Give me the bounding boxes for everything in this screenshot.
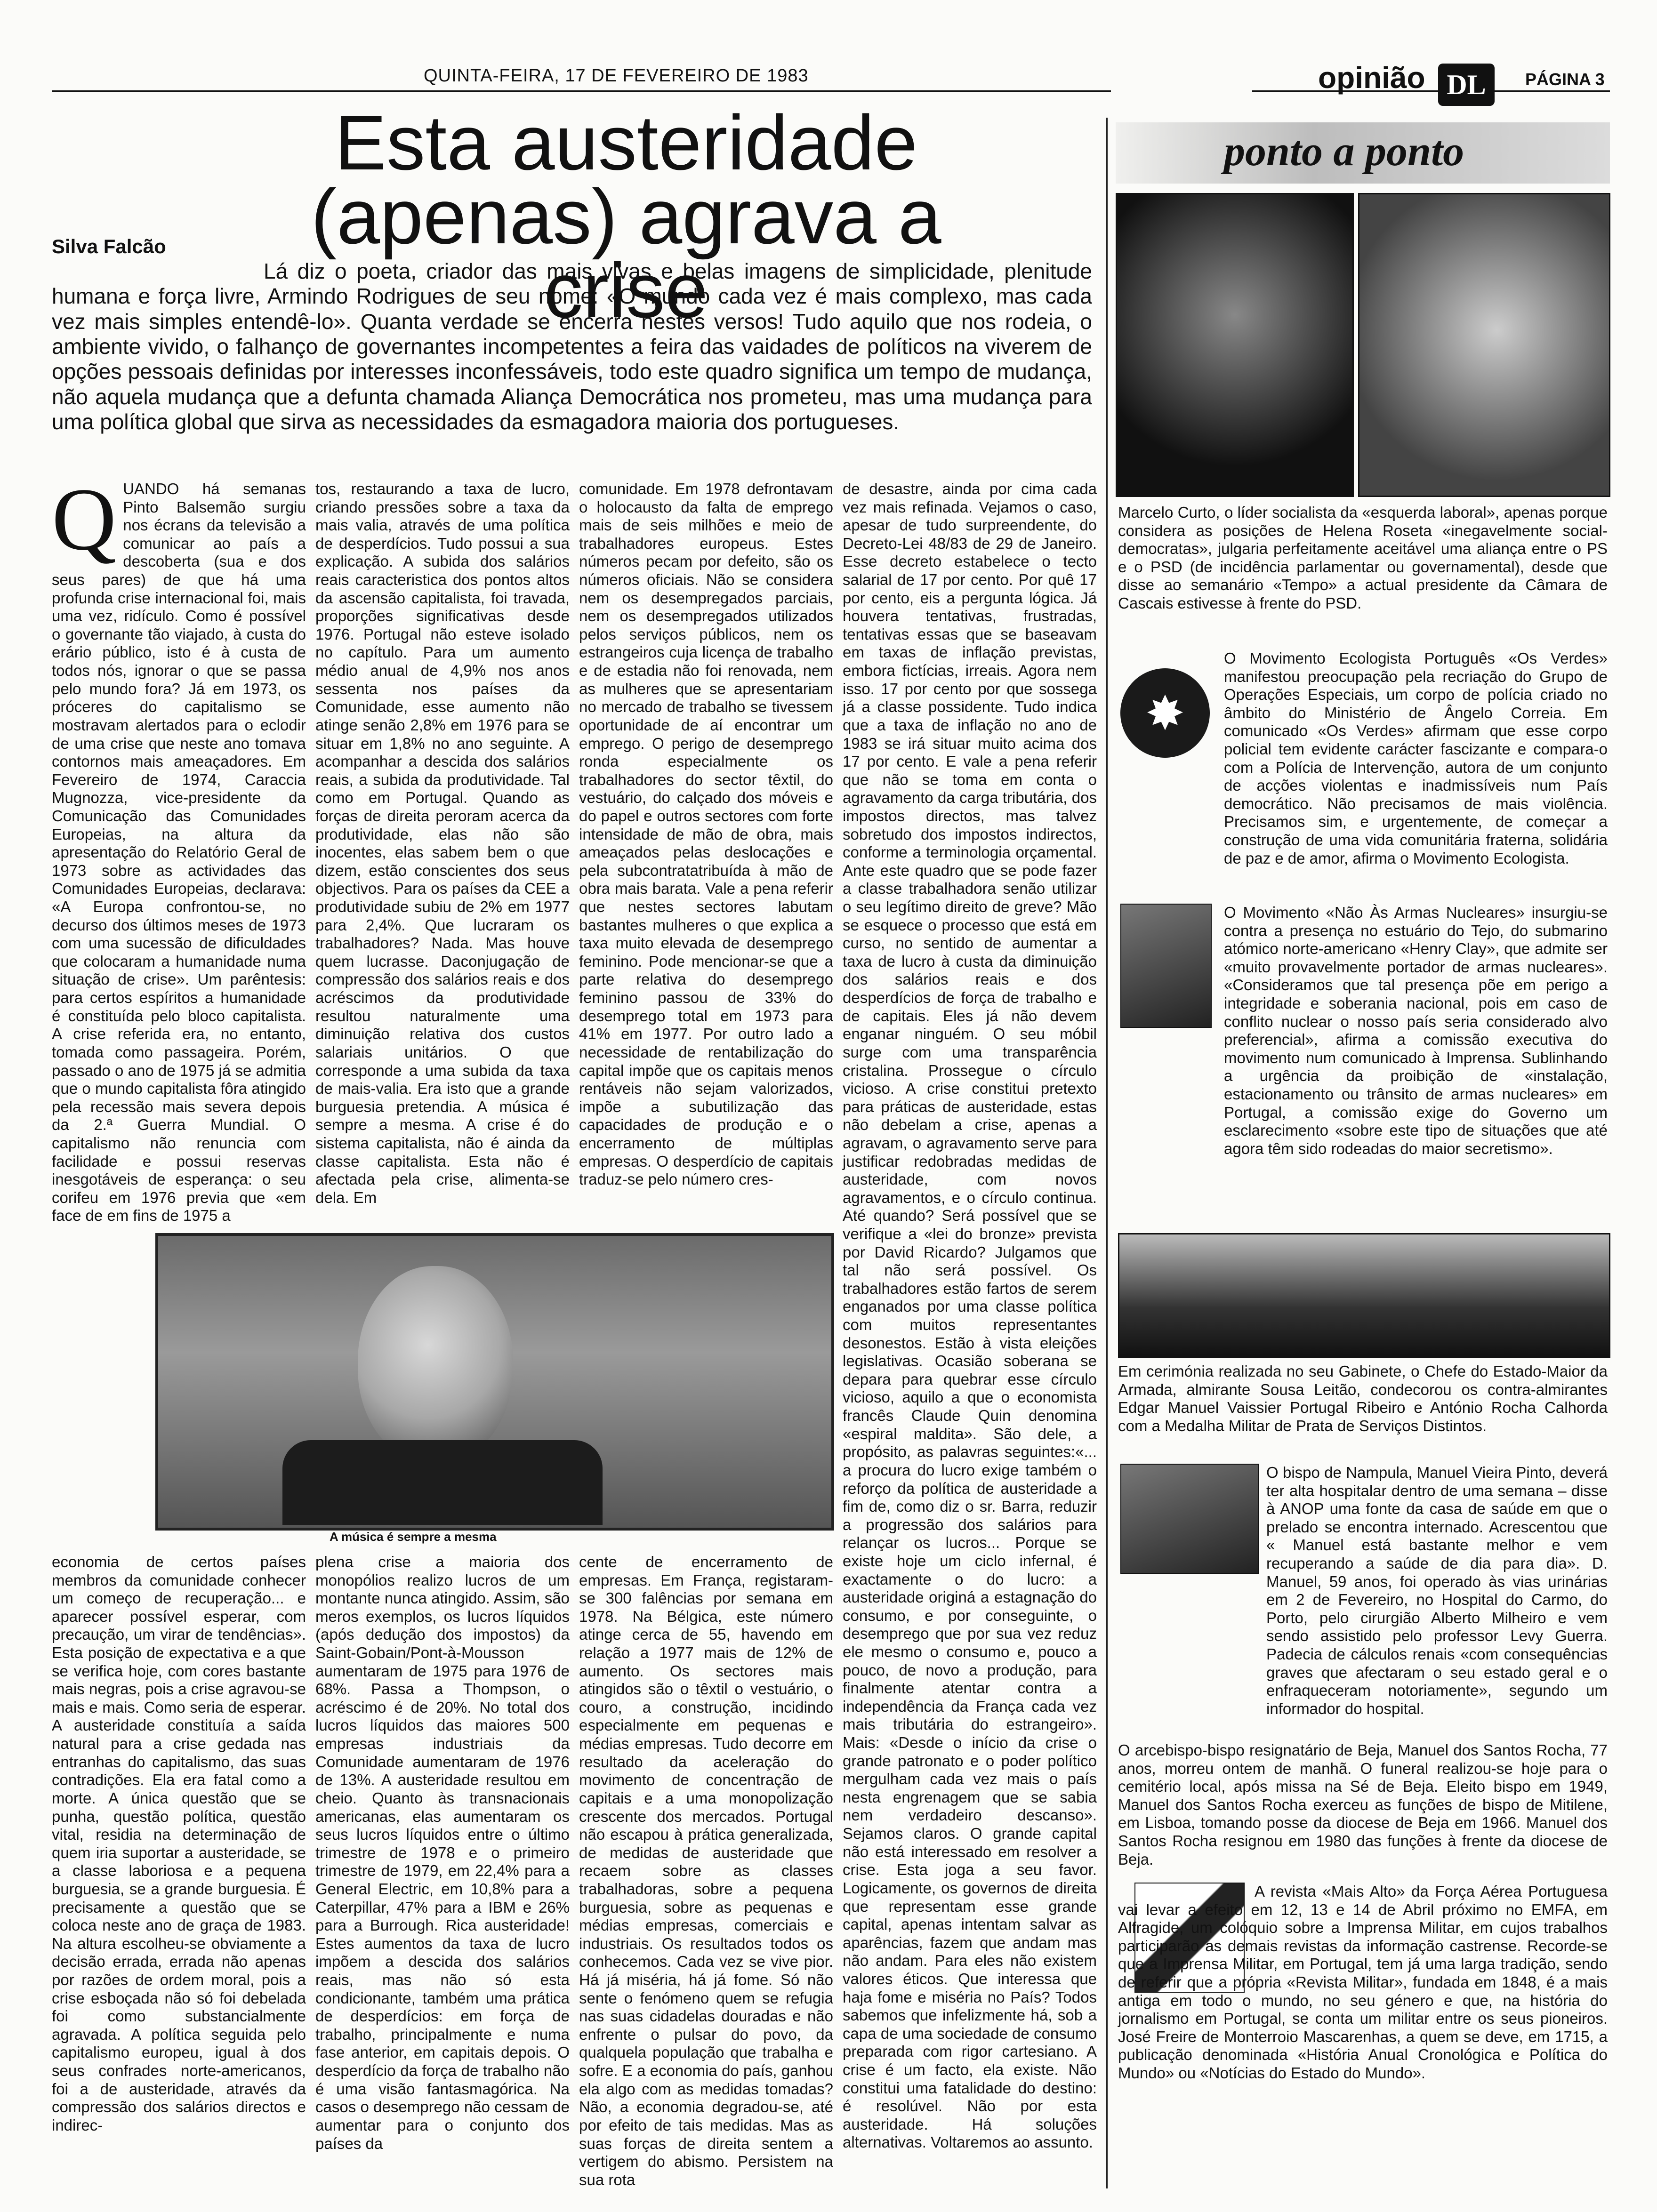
star-icon: ✸	[1145, 687, 1185, 740]
article-column-2-top: tos, restaurando a taxa de lucro, criando pressões sobre a taxa da mais valia, através de uma política de desperdícios. Tudo possui a sua explicação. A subida dos salários reais caracteristica dos pontos altos da ascensão capitalista, foi travada, proporções significativas desde 1976. Portugal não esteve isolado no capítulo. Para um aumento médio anual de 4,9% nos anos sessenta nos países da Comunidade, esse aumento não atinge senão 2,8% em 1976 para se situar em 1,8% no ano seguinte. A acompanhar a descida dos salários reais, a subida da produtividade. Tal como em Portugal. Quando as forças de direita peroram acerca da produtividade, elas não são inocentes, elas sabem bem o que dizem, estão conscientes dos seus objectivos. Para os países da CEE a produtividade subiu de 2% em 1977 para 2,4%. Que lucraram os trabalhadores? Nada. Mas houve quem lucrasse. Daconjugação de compressão dos salários reais e dos acréscimos da produtividade resultou naturalmente uma diminuição relativa dos custos salariais unitários. O que corresponde a uma subida da taxa de mais-valia. Era isto que a grande burguesia pretendia. A música é sempre a mesma. A crise é do sistema capitalista, não é ainda da classe capitalista. Esta não é afectada pela crise, alimenta-se dela. Em	[315, 480, 570, 1206]
header-rule	[52, 90, 1111, 92]
photo-caption: A música é sempre a mesma	[330, 1530, 497, 1544]
column-text: UANDO há semanas Pinto Balsemão surgiu nos écrans da televisão a comunicar ao país a descoberta (sua e dos seus pares) de que há uma profunda crise internacional foi, mais uma vez, ridículo. Como é possível o governante tão viajado, à custa do erário público, isto é à custa de todos nós, ignorar o que se passa pelo mundo fora? Já em 1973, os próceres do capitalismo se mostravam alertados para o eclodir de uma crise que neste ano tomava contornos mais ameaçadores. Em Fevereiro de 1974, Caraccia Mugnozza, vice-presidente da Comunicação das Comunidades Europeias, na altura da apresentação do Relatório Geral de 1973 sobre as actividades das Comunidades Europeias, declarava: «A Europa confrontou-se, no decurso dos últimos meses de 1973 com uma sucessão de dificuldades que colocaram a humanidade numa situação de crise». Um parêntesis: para certos espíritos a humanidade é constituída pelo bloco capitalista. A crise referida era, no entanto, tomada como passageira. Porém, passado o ano de 1975 já se admitia que o mundo capitalista fôra atingido pela recessão mais severa depois da 2.ª Guerra Mundial. O capitalismo não renuncia com facilidade e possui reservas inesgotáveis de esperança: o seu corifeu em 1976 previa que «em face de em fins de 1975 a	[52, 480, 306, 1225]
column-divider	[1106, 118, 1108, 2188]
photo-face	[358, 1266, 513, 1464]
sidebar-item-bishop-nampula: O bispo de Nampula, Manuel Vieira Pinto, deverá ter alta hospitalar dentro de uma semana – disse à ANOP uma fonte da casa de saúde em que o prelado se encontra internado. Acrescentou que « Manuel está bastante melhor e vem recuperando a saúde de dia para dia». D. Manuel, 59 anos, foi operado às vias urinárias em 2 de Fevereiro, no Hospital do Carmo, do Porto, pelo cirurgião Alberto Milheiro e vem sendo assistido pelo professor Levy Guerra. Padecia de cálculos renais «com consequências graves que afectaram o seu estado geral e o enfraqueceram notoriamente», segundo um informador do hospital.	[1266, 1464, 1608, 1717]
sidebar-item-os-verdes: O Movimento Ecologista Português «Os Verdes» manifestou preocupação pela recriação do Grupo de Operações Especiais, um corpo de polícia criado no âmbito do Ministério de Ângelo Correia. Em comunicado «Os Verdes» afirmam que esse corpo policial tem evidente carácter fascizante e compara-o com a Polícia de Intervenção, autora de um conjunto de acções violentas e inadmissíveis num País democrático. Não precisamos de mais violência. Precisamos sim, e urgentemente, de começar a construção de uma vida comunitária fraterna, solidária de paz e de amor, afirma o Movimento Ecologista.	[1224, 649, 1608, 867]
sidebar-item-marcelo-curto: Marcelo Curto, o líder socialista da «esquerda laboral», apenas porque considera as posições de Helena Roseta «inegavelmente social-democratas», julgaria perfeitamente aceitável uma aliança entre o PS e o PSD (de incidência parlamentar ou governamental), desde que disse ao semanário «Tempo» a actual presidente da Câmara de Cascais estivesse à frente do PSD.	[1118, 504, 1608, 612]
article-column-4: de desastre, ainda por cima cada vez mais refinada. Vejamos o caso, apesar de tudo surpreendente, do Decreto-Lei 48/83 de 29 de Janeiro. Esse decreto estabelece o tecto salarial de 17 por cento. Por quê 17 por cento, eis a pergunta lógica. Já houvera tentativas, frustradas, tentativas essas que se baseavam em taxas de inflação previstas, embora fictícias, irreais. Agora nem isso. 17 por cento por que sossega já a classe possidente. Tudo indica que a taxa de inflação no ano de 1983 se irá situar muito acima dos 17 por cento. E vale a pena referir que não se toma em conta o agravamento da carga tributária, dos impostos directos, mas talvez sobretudo dos impostos indirectos, conforme a terminologia orçamental. Ante este quadro que se pode fazer a classe trabalhadora senão utilizar o seu legítimo direito de greve? Mão se esquece o processo que está em curso, no sentido de aumentar a taxa de lucro à custa da diminuição dos salários reais e dos desperdícios de força de trabalho e de capitais. Eles já não devem enganar ninguém. O seu móbil surge com uma transparência cristalina. Prossegue o círculo vicioso. A crise constitui pretexto para práticas de austeridade, estas não debelam a crise, apenas a agravam, o agravamento serve para justificar redobradas medidas de austeridade, com novos agravamentos, e o círculo continua. Até quando? Será possível que se verifique a «lei do bronze» prevista por David Ricardo? Julgamos que tal não será possível. Os trabalhadores estão fartos de serem enganados por uma classe política com muitos representantes desonestos. Estão à vista eleições legislativas. Ocasião soberana se depara para quebrar esse círculo vicioso, aquilo a que o economista francês Claude Quin denomina «espiral maldita». São dele, a propósito, as palavras seguintes:«... a procura do lucro exige também o reforço da política de austeridade a fim de, como diz o sr. Barra, reduzir a progressão dos salários para relançar os lucros... Porque se existe hoje um ciclo infernal, é exactamente o do lucro: a austeridade originá a estagnação do consumo, e por conseguinte, o desemprego que por sua vez reduz ele mesmo o consumo e, pouco a pouco, de novo a produção, para finalmente atentar contra a independência da França cada vez mais tributária do estrangeiro». Mais: «Desde o início da crise o grande patronato e o poder político mergulham cada vez mais o país nesta engrenagem que se sabia nem verdadeiro descanso». Sejamos claros. O grande capital não está interessado em resolver a crise. Esta joga a seu favor. Logicamente, os governos de direita que representam esse grande capital, apenas intentam salvar as aparências, fazem que andam mas não andam. Para eles não existem valores éticos. Que interessa que haja fome e miséria no País? Todos sabemos que infelizmente há, sob a capa de uma sociedade de consumo preparada com rigor cartesiano. A crise é um facto, ela existe. Não constitui uma fatalidade do destino: é resolúvel. Não por esta austeridade. Há soluções alternativas. Voltaremos ao assunto.	[843, 480, 1097, 2151]
page-date: QUINTA-FEIRA, 17 DE FEVEREIRO DE 1983	[424, 66, 809, 86]
sidebar-item-mais-alto: A revista «Mais Alto» da Força Aérea Portuguesa vai levar a efeito em 12, 13 e 14 de Abril próximo no EMFA, em Alfragide, um colóquio sobre a Imprensa Militar, em cujos trabalhos participarão as demais revistas da informação castrense. Recorde-se que a Imprensa Militar, em Portugal, tem já uma larga tradição, sendo de referir que a própria «Revista Militar», fundada em 1848, é a mais antiga em todo o mundo, no seu género e que, na história do jornalismo em Portugal, se conta um militar entre os seus pioneiros. José Freire de Monterroio Mascarenhas, a quem se deve, em 1715, a publicação denominada «História Anual Cronológica e Política do Mundo» ou «Notícias do Estado do Mundo».	[1118, 1883, 1608, 2082]
article-column-3-bottom: cente de encerramento de empresas. Em França, registaram-se 300 falências por semana em 1978. Na Bélgica, este número atinge cerca de 55, havendo em relação a 1977 mais de 12% de aumento. Os sectores mais atingidos são o têxtil o vestuário, o couro, a construção, incidindo especialmente em pequenas e médias empresas. Tudo decorre em resultado da aceleração do movimento de concentração de capitais e a uma monopolização crescente dos mercados. Portugal não escapou à prática generalizada, de medidas de austeridade que recaem sobre as classes trabalhadoras, sobre a pequena burguesia, sobre as pequenas e médias empresas, comerciais e industriais. Os resultados todos os conhecemos. Cada vez se vive pior. Há já miséria, há já fome. Só não sente o fenómeno quem se refugia nas suas cidadelas douradas e não enfrente o pulsar do povo, da qualquela população que trabalha e sofre. E a economia do país, ganhou ela algo com as medidas tomadas? Não, a economia degradou-se, até por efeito de tais medidas. Mas as suas forças de direita sentem a vertigem do abismo. Persistem na sua rota	[579, 1553, 833, 2188]
sidebar-item-ceremony: Em cerimónia realizada no seu Gabinete, o Chefe do Estado-Maior da Armada, almirante Sousa Leitão, condecorou os contra-almirantes Edgar Manuel Vaissier Portugal Ribeiro e António Rocha Calhorda com a Medalha Militar de Prata de Serviços Distintos.	[1118, 1362, 1608, 1435]
ceremony-photo	[1118, 1233, 1610, 1358]
church-photo	[1120, 1464, 1259, 1574]
sidebar-title: ponto a ponto	[1224, 128, 1464, 175]
photo-marcelo-curto	[1116, 193, 1354, 497]
headline-line-2: (apenas) agrava a crise	[311, 173, 941, 334]
article-column-3-top: comunidade. Em 1978 defrontavam o holocausto da falta de emprego mais de seis milhões e meio de trabalhadores europeus. Estes números pecam por defeito, são os números oficiais. Não se considera nem os desempregados parciais, nem os desempregados utilizados pelos serviços públicos, nem os estrangeiros cuja licença de trabalho e de estadia não foi renovada, nem as mulheres que se apresentariam no mercado de trabalho se tivessem oportunidade de aí encontrar um emprego. O perigo de desemprego ronda especialmente os trabalhadores do sector têxtil, do vestuário, do calçado dos móveis e do papel e outros sectores com forte intensidade de mão de obra, mais ameaçados pelas deslocações e pela subcontratatribuída à mão de obra mais barata. Vale a pena referir que nestes sectores labutam bastantes mulheres o que explica a taxa muito elevada de desemprego feminino. Pode mencionar-se que a parte relativa do desemprego feminino passou de 33% do desemprego total em 1973 para 41% em 1977. Por outro lado a necessidade de rentabilização do capital impõe que os capitais menos rentáveis não sejam valorizados, impõe a subutilização das capacidades de produção e o encerramento de múltiplas empresas. O desperdício de capitais traduz-se pelo número cres-	[579, 480, 833, 1188]
page-number: PÁGINA 3	[1525, 70, 1605, 89]
photo-suit	[282, 1440, 603, 1525]
photo-helena-roseta	[1358, 193, 1610, 497]
article-author: Silva Falcão	[52, 235, 166, 257]
os-verdes-emblem	[1120, 668, 1210, 758]
headline-line-1: Esta austeridade	[334, 99, 918, 186]
header-rule-right	[1252, 90, 1610, 92]
sidebar-item-bishop-beja: O arcebispo-bispo resignatário de Beja, Manuel dos Santos Rocha, 77 anos, morreu ontem de manhã. O funeral realizou-se hoje para o cemitério local, após missa na Sé de Beja. Eleito bispo em 1949, Manuel dos Santos Rocha exerceu as funções de bispo de Mitilene, em Lisboa, tomando posse da diocese de Beja em 1966. Manuel dos Santos Rocha resignou em 1980 das funções à frente da diocese de Beja.	[1118, 1741, 1608, 1868]
article-lede: Lá diz o poeta, criador das mais vivas e belas imagens de simplicidade, plenitude humana e força livre, Armindo Rodrigues de seu nome: «O mundo cada vez é mais complexo, mas cada vez mais simples entendê-lo». Quanta verdade se encerra nestes versos! Tudo aquilo que nos rodeia, o ambiente vivido, o falhanço de governantes incompetentes a feira das vaidades de políticos na viverem de opções pessoais definidas por interesses inconfessáveis, todo este quadro significa um tempo de mudança, não aquela mudança que a defunta chamada Aliança Democrática nos prometeu, mas uma mudança para uma política global que sirva as necessidades da esmagadora maioria dos portugueses.	[52, 259, 1092, 434]
article-column-1-bottom: economia de certos países membros da comunidade conhecer um começo de recuperação... e aparecer possível esperar, com precaução, um virar de tendências». Esta posição de expectativa e a que se verifica hoje, com cores bastante mais negras, pois a crise agravou-se mais e mais. Como seria de esperar. A austeridade constituía a saída natural para a crise gedada nas entranhas do capitalismo, das suas contradições. Ela era fatal como a morte. A única questão que se punha, questão política, questão vital, residia na determinação de quem iria suportar a austeridade, se a classe laboriosa e a pequena burguesia, se a grande burguesia. É precisamente a questão que se coloca neste ano de graça de 1983. Na altura escolheu-se obviamente a decisão errada, errada não apenas por razões de ordem moral, pois a crise esboçada não só foi debelada foi como substancialmente agravada. A política seguida pelo capitalismo europeu, igual à dos seus confrades norte-americanos, foi a de austeridade, através da compressão dos salários directos e indirec-	[52, 1553, 306, 2134]
article-column-1-top	[52, 470, 306, 1225]
article-column-2-bottom: plena crise a maioria dos monopólios realizo lucros de um montante nunca atingido. Assim, são meros exemplos, os lucros líquidos (após dedução dos impostos) da Saint-Gobain/Pont-à-Mousson aumentaram de 1975 para 1976 de 68%. Passa a Thompson, o acréscimo é de 20%. No total dos lucros líquidos das maiores 500 empresas industriais da Comunidade aumentaram de 1976 de 13%. A austeridade resultou em cheio. Quanto às transnacionais americanas, elas aumentaram os seus lucros líquidos entre o último trimestre de 1978 e o primeiro trimestre de 1979, em 22,4% para a General Electric, em 10,8% para a Caterpillar, 47% para a IBM e 26% para a Burrough. Rica austeridade! Estes aumentos da taxa de lucro impõem a descida dos salários reais, mas não só esta condicionante, também uma prática de desperdícios: em força de trabalho, principalmente e numa fase anterior, em capitais depois. O desperdício da força de trabalho não é uma visão fantasmagórica. Na casos o desemprego não cessam de aumentar para o conjunto dos países da	[315, 1553, 570, 2152]
section-name: opinião	[1318, 61, 1425, 95]
nuclear-movement-photo	[1120, 904, 1212, 1028]
sidebar-item-nuclear: O Movimento «Não Às Armas Nucleares» insurgiu-se contra a presença no estuário do Tejo, do submarino atómico norte-americano «Henry Clay», que admite ser «muito provavelmente portador de armas nucleares». «Consideramos que tal presença põe em perigo a integridade e soberania nacional, pois em caso de conflito nuclear o nosso país seria considerado alvo preferencial», afirma a comissão executiva do movimento num comunicado à Imprensa. Sublinhando a urgência da proibição de «instalação, estacionamento ou trânsito de armas nucleares» em Portugal, a comissão exige do Governo um esclarecimento «sobre este tipo de situações que até agora têm sido rodeadas do maior secretismo».	[1224, 904, 1608, 1157]
newspaper-logo: DL	[1438, 64, 1495, 106]
drop-cap: Q	[52, 470, 117, 569]
